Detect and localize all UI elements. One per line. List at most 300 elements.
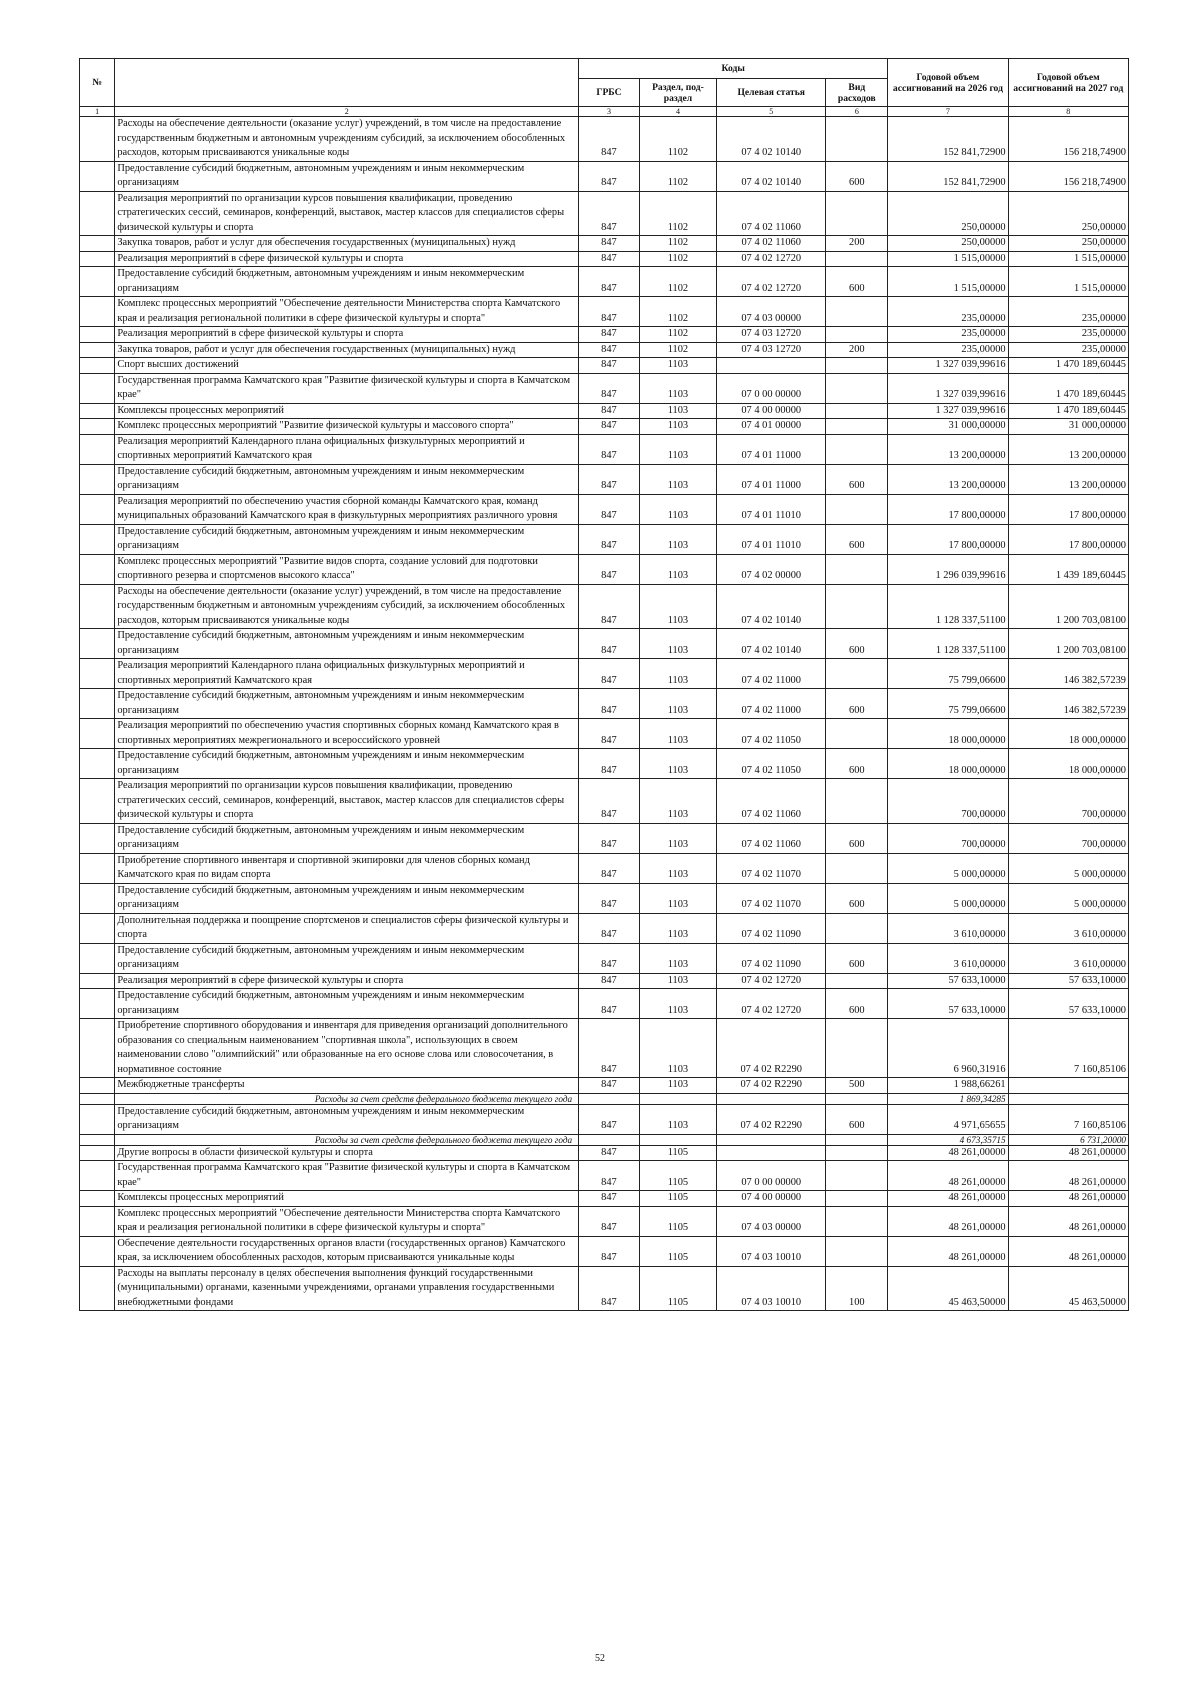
cell-v2027: 250,00000 <box>1008 236 1128 252</box>
table-row <box>80 823 1129 853</box>
cell-v2027: 1 515,00000 <box>1008 267 1128 297</box>
cell-section: 1103 <box>639 419 716 435</box>
cell-v2026: 31 000,00000 <box>888 419 1008 435</box>
cell-vr <box>826 584 888 629</box>
cell-grbs: 847 <box>579 989 640 1019</box>
table-row <box>80 267 1129 297</box>
col-number: 5 <box>717 107 826 117</box>
table-row <box>80 236 1129 252</box>
cell-section: 1103 <box>639 629 716 659</box>
cell-target: 07 4 02 10140 <box>717 161 826 191</box>
cell-num <box>80 973 115 989</box>
cell-grbs: 847 <box>579 943 640 973</box>
cell-num <box>80 989 115 1019</box>
cell-num <box>80 358 115 374</box>
cell-v2027: 57 633,10000 <box>1008 989 1128 1019</box>
cell-v2027 <box>1008 1078 1128 1094</box>
cell-v2026: 75 799,06600 <box>888 659 1008 689</box>
cell-section: 1102 <box>639 117 716 162</box>
cell-name: Реализация мероприятий в сфере физической культуры и спорта <box>115 973 579 989</box>
cell-section: 1103 <box>639 1104 716 1134</box>
cell-num <box>80 191 115 236</box>
cell-grbs: 847 <box>579 1206 640 1236</box>
cell-v2026: 1 327 039,99616 <box>888 403 1008 419</box>
cell-name: Расходы на обеспечение деятельности (оказание услуг) учреждений, в том числе на предоставление государственным бюджетным и автономным учреждениям субсидий, за исключением обособленных расходов, которым присваиваются уникальные коды <box>115 584 579 629</box>
cell-name: Дополнительная поддержка и поощрение спортсменов и специалистов сферы физической культуры и спорта <box>115 913 579 943</box>
cell-name: Реализация мероприятий по организации курсов повышения квалификации, проведению стратегических сессий, семинаров, конференций, выставок, мастер классов для специалистов сферы физической культуры и спорта <box>115 191 579 236</box>
cell-v2026: 1 327 039,99616 <box>888 358 1008 374</box>
cell-num <box>80 1161 115 1191</box>
col-number: 4 <box>639 107 716 117</box>
cell-grbs: 847 <box>579 297 640 327</box>
cell-name: Предоставление субсидий бюджетным, автономным учреждениям и иным некоммерческим организациям <box>115 943 579 973</box>
header-num: № <box>80 59 115 107</box>
cell-name: Закупка товаров, работ и услуг для обеспечения государственных (муниципальных) нужд <box>115 342 579 358</box>
cell-target: 07 4 02 11070 <box>717 883 826 913</box>
cell-name: Предоставление субсидий бюджетным, автономным учреждениям и иным некоммерческим организациям <box>115 1104 579 1134</box>
col-number: 3 <box>579 107 640 117</box>
cell-v2027: 18 000,00000 <box>1008 749 1128 779</box>
cell-grbs: 847 <box>579 913 640 943</box>
cell-target: 07 4 00 00000 <box>717 1191 826 1207</box>
cell-num <box>80 267 115 297</box>
cell-num <box>80 823 115 853</box>
cell-vr <box>826 1145 888 1161</box>
cell-num <box>80 1145 115 1161</box>
cell-grbs: 847 <box>579 236 640 252</box>
cell-v2026: 152 841,72900 <box>888 161 1008 191</box>
cell-section: 1103 <box>639 524 716 554</box>
cell-v2027: 48 261,00000 <box>1008 1145 1128 1161</box>
cell-name: Предоставление субсидий бюджетным, автономным учреждениям и иным некоммерческим организациям <box>115 689 579 719</box>
header-vol-2026: Годовой объем ассигнований на 2026 год <box>888 59 1008 107</box>
cell-num <box>80 251 115 267</box>
cell-num <box>80 236 115 252</box>
cell-vr <box>826 403 888 419</box>
cell-grbs: 847 <box>579 373 640 403</box>
cell-vr <box>826 251 888 267</box>
cell-v2026: 235,00000 <box>888 297 1008 327</box>
header-expense-type: Вид расходов <box>826 79 888 107</box>
cell-vr <box>826 419 888 435</box>
cell-target: 07 4 02 11060 <box>717 779 826 824</box>
cell-section: 1105 <box>639 1266 716 1311</box>
cell-num <box>80 1078 115 1094</box>
cell-section: 1105 <box>639 1236 716 1266</box>
header-section: Раздел, под-раздел <box>639 79 716 107</box>
cell-grbs: 847 <box>579 267 640 297</box>
cell-target <box>717 358 826 374</box>
cell-vr <box>826 1134 888 1145</box>
cell-grbs: 847 <box>579 403 640 419</box>
cell-target: 07 0 00 00000 <box>717 1161 826 1191</box>
cell-v2026: 57 633,10000 <box>888 973 1008 989</box>
cell-target: 07 4 02 12720 <box>717 267 826 297</box>
cell-v2026: 5 000,00000 <box>888 883 1008 913</box>
cell-section: 1103 <box>639 853 716 883</box>
table-row <box>80 191 1129 236</box>
cell-vr <box>826 659 888 689</box>
cell-section: 1103 <box>639 403 716 419</box>
cell-vr: 200 <box>826 342 888 358</box>
cell-section: 1103 <box>639 1019 716 1078</box>
cell-vr: 100 <box>826 1266 888 1311</box>
cell-vr: 500 <box>826 1078 888 1094</box>
cell-grbs: 847 <box>579 1145 640 1161</box>
cell-v2027: 156 218,74900 <box>1008 161 1128 191</box>
cell-num <box>80 1206 115 1236</box>
cell-vr <box>826 373 888 403</box>
cell-v2027: 48 261,00000 <box>1008 1161 1128 1191</box>
cell-num <box>80 494 115 524</box>
cell-grbs: 847 <box>579 1078 640 1094</box>
cell-grbs: 847 <box>579 358 640 374</box>
cell-target: 07 4 02 R2290 <box>717 1019 826 1078</box>
cell-target: 07 4 00 00000 <box>717 403 826 419</box>
cell-vr <box>826 913 888 943</box>
cell-target <box>717 1145 826 1161</box>
cell-name: Комплекс процессных мероприятий "Обеспечение деятельности Министерства спорта Камчатского края и реализация региональной политики в сфере физической культуры и спорта" <box>115 297 579 327</box>
cell-section: 1105 <box>639 1191 716 1207</box>
cell-name: Предоставление субсидий бюджетным, автономным учреждениям и иным некоммерческим организациям <box>115 629 579 659</box>
cell-target: 07 4 02 11070 <box>717 853 826 883</box>
cell-grbs: 847 <box>579 117 640 162</box>
cell-vr <box>826 117 888 162</box>
table-row <box>80 161 1129 191</box>
cell-v2026: 75 799,06600 <box>888 689 1008 719</box>
cell-vr: 600 <box>826 161 888 191</box>
cell-v2027: 1 470 189,60445 <box>1008 373 1128 403</box>
cell-v2026: 18 000,00000 <box>888 719 1008 749</box>
cell-section: 1103 <box>639 719 716 749</box>
cell-grbs: 847 <box>579 629 640 659</box>
cell-v2026: 235,00000 <box>888 327 1008 343</box>
table-row <box>80 749 1129 779</box>
cell-v2026: 1 128 337,51100 <box>888 629 1008 659</box>
table-row <box>80 1078 1129 1094</box>
cell-v2026: 1 296 039,99616 <box>888 554 1008 584</box>
cell-name: Закупка товаров, работ и услуг для обеспечения государственных (муниципальных) нужд <box>115 236 579 252</box>
cell-target: 07 4 02 11060 <box>717 191 826 236</box>
table-row <box>80 779 1129 824</box>
cell-v2027: 235,00000 <box>1008 327 1128 343</box>
table-row <box>80 373 1129 403</box>
cell-target: 07 4 02 10140 <box>717 117 826 162</box>
cell-v2026: 13 200,00000 <box>888 464 1008 494</box>
cell-vr <box>826 434 888 464</box>
cell-v2027: 5 000,00000 <box>1008 853 1128 883</box>
cell-num <box>80 403 115 419</box>
cell-v2027: 1 515,00000 <box>1008 251 1128 267</box>
cell-v2027: 7 160,85106 <box>1008 1019 1128 1078</box>
header-vol-2027: Годовой объем ассигнований на 2027 год <box>1008 59 1128 107</box>
budget-table-sheet <box>79 58 1129 1311</box>
cell-target: 07 4 02 10140 <box>717 629 826 659</box>
cell-vr <box>826 853 888 883</box>
cell-grbs: 847 <box>579 434 640 464</box>
cell-vr: 600 <box>826 943 888 973</box>
cell-vr <box>826 1093 888 1104</box>
table-header <box>80 59 1129 117</box>
cell-grbs: 847 <box>579 419 640 435</box>
cell-v2027: 1 200 703,08100 <box>1008 629 1128 659</box>
cell-v2026: 48 261,00000 <box>888 1206 1008 1236</box>
cell-section: 1103 <box>639 464 716 494</box>
cell-target: 07 4 02 00000 <box>717 554 826 584</box>
cell-num <box>80 719 115 749</box>
cell-v2026: 5 000,00000 <box>888 853 1008 883</box>
cell-grbs: 847 <box>579 883 640 913</box>
cell-grbs: 847 <box>579 342 640 358</box>
table-row <box>80 584 1129 629</box>
cell-name: Комплекс процессных мероприятий "Развитие физической культуры и массового спорта" <box>115 419 579 435</box>
cell-name: Комплекс процессных мероприятий "Обеспечение деятельности Министерства спорта Камчатского края и реализация региональной политики в сфере физической культуры и спорта" <box>115 1206 579 1236</box>
cell-section: 1102 <box>639 191 716 236</box>
cell-section: 1102 <box>639 327 716 343</box>
cell-grbs: 847 <box>579 853 640 883</box>
cell-v2026: 57 633,10000 <box>888 989 1008 1019</box>
table-row <box>80 973 1129 989</box>
cell-vr: 600 <box>826 823 888 853</box>
table-row <box>80 327 1129 343</box>
table-row <box>80 719 1129 749</box>
cell-vr: 600 <box>826 883 888 913</box>
cell-v2026: 48 261,00000 <box>888 1161 1008 1191</box>
cell-target: 07 4 02 12720 <box>717 251 826 267</box>
table-row <box>80 358 1129 374</box>
cell-grbs: 847 <box>579 1104 640 1134</box>
cell-target: 07 4 03 12720 <box>717 327 826 343</box>
table-row <box>80 629 1129 659</box>
cell-v2026: 152 841,72900 <box>888 117 1008 162</box>
cell-name: Комплекс процессных мероприятий "Развитие видов спорта, создание условий для подготовки спортивного резерва и спортсменов высокого класса" <box>115 554 579 584</box>
cell-grbs: 847 <box>579 327 640 343</box>
cell-grbs: 847 <box>579 1236 640 1266</box>
cell-section <box>639 1093 716 1104</box>
cell-name: Комплексы процессных мероприятий <box>115 403 579 419</box>
cell-name: Расходы на выплаты персоналу в целях обеспечения выполнения функций государственными (муниципальными) органами, казенными учреждениями, органами управления государственными внебюджетными фондами <box>115 1266 579 1311</box>
table-row <box>80 943 1129 973</box>
cell-v2026: 6 960,31916 <box>888 1019 1008 1078</box>
table-row <box>80 342 1129 358</box>
cell-name: Приобретение спортивного инвентаря и спортивной экипировки для членов сборных команд Камчатского края по видам спорта <box>115 853 579 883</box>
cell-target: 07 4 02 11050 <box>717 749 826 779</box>
cell-name: Реализация мероприятий в сфере физической культуры и спорта <box>115 251 579 267</box>
cell-section: 1103 <box>639 943 716 973</box>
cell-v2027: 17 800,00000 <box>1008 524 1128 554</box>
cell-v2026: 1 988,66261 <box>888 1078 1008 1094</box>
header-name-blank <box>115 59 579 107</box>
cell-grbs: 847 <box>579 1266 640 1311</box>
cell-num <box>80 373 115 403</box>
cell-v2027: 18 000,00000 <box>1008 719 1128 749</box>
cell-vr <box>826 327 888 343</box>
header-target: Целевая статья <box>717 79 826 107</box>
cell-v2026: 45 463,50000 <box>888 1266 1008 1311</box>
cell-v2027: 13 200,00000 <box>1008 434 1128 464</box>
cell-vr: 600 <box>826 464 888 494</box>
cell-grbs <box>579 1134 640 1145</box>
cell-name: Предоставление субсидий бюджетным, автономным учреждениям и иным некоммерческим организациям <box>115 524 579 554</box>
cell-target: 07 4 02 R2290 <box>717 1078 826 1094</box>
cell-target: 07 4 02 11050 <box>717 719 826 749</box>
cell-grbs: 847 <box>579 1161 640 1191</box>
cell-section: 1105 <box>639 1145 716 1161</box>
cell-grbs: 847 <box>579 1191 640 1207</box>
cell-v2027: 45 463,50000 <box>1008 1266 1128 1311</box>
cell-section: 1102 <box>639 161 716 191</box>
cell-grbs: 847 <box>579 494 640 524</box>
cell-target: 07 4 02 12720 <box>717 973 826 989</box>
cell-v2026: 1 515,00000 <box>888 251 1008 267</box>
cell-target: 07 4 03 10010 <box>717 1236 826 1266</box>
table-row <box>80 659 1129 689</box>
cell-num <box>80 161 115 191</box>
cell-grbs: 847 <box>579 973 640 989</box>
cell-name: Предоставление субсидий бюджетным, автономным учреждениям и иным некоммерческим организациям <box>115 161 579 191</box>
cell-name: Приобретение спортивного оборудования и инвентаря для приведения организаций дополнительного образования со специальным наименованием "спортивная школа", использующих в своем наименовании слово "олимпийский" или образованные на его основе слова или словосочетания, в нормативное состояние <box>115 1019 579 1078</box>
cell-v2026: 700,00000 <box>888 779 1008 824</box>
cell-num <box>80 1191 115 1207</box>
cell-name: Комплексы процессных мероприятий <box>115 1191 579 1207</box>
cell-grbs: 847 <box>579 191 640 236</box>
cell-vr <box>826 358 888 374</box>
cell-target <box>717 1093 826 1104</box>
cell-v2027 <box>1008 1093 1128 1104</box>
cell-grbs: 847 <box>579 779 640 824</box>
cell-section: 1103 <box>639 434 716 464</box>
cell-v2027: 57 633,10000 <box>1008 973 1128 989</box>
cell-section: 1103 <box>639 689 716 719</box>
cell-name: Предоставление субсидий бюджетным, автономным учреждениям и иным некоммерческим организациям <box>115 989 579 1019</box>
table-row <box>80 1266 1129 1311</box>
cell-target: 07 4 02 11060 <box>717 236 826 252</box>
cell-target: 07 4 01 00000 <box>717 419 826 435</box>
cell-section: 1102 <box>639 267 716 297</box>
cell-vr <box>826 297 888 327</box>
cell-v2026: 235,00000 <box>888 342 1008 358</box>
table-row <box>80 1191 1129 1207</box>
table-row <box>80 251 1129 267</box>
table-row <box>80 494 1129 524</box>
col-number: 1 <box>80 107 115 117</box>
cell-num <box>80 1019 115 1078</box>
cell-v2027: 6 731,20000 <box>1008 1134 1128 1145</box>
cell-target: 07 4 03 12720 <box>717 342 826 358</box>
cell-target: 07 4 03 00000 <box>717 297 826 327</box>
cell-target <box>717 1134 826 1145</box>
table-row <box>80 464 1129 494</box>
col-number: 2 <box>115 107 579 117</box>
cell-v2026: 1 869,34285 <box>888 1093 1008 1104</box>
table-row <box>80 434 1129 464</box>
cell-num <box>80 853 115 883</box>
cell-target: 07 4 03 00000 <box>717 1206 826 1236</box>
cell-section: 1103 <box>639 1078 716 1094</box>
cell-name: Предоставление субсидий бюджетным, автономным учреждениям и иным некоммерческим организациям <box>115 464 579 494</box>
cell-num <box>80 434 115 464</box>
cell-section: 1103 <box>639 659 716 689</box>
table-row <box>80 1019 1129 1078</box>
cell-grbs: 847 <box>579 524 640 554</box>
col-number: 8 <box>1008 107 1128 117</box>
cell-target: 07 4 01 11000 <box>717 434 826 464</box>
cell-grbs: 847 <box>579 749 640 779</box>
cell-num <box>80 327 115 343</box>
cell-section: 1105 <box>639 1161 716 1191</box>
cell-name: Предоставление субсидий бюджетным, автономным учреждениям и иным некоммерческим организациям <box>115 823 579 853</box>
table-row <box>80 1145 1129 1161</box>
table-row <box>80 554 1129 584</box>
cell-vr <box>826 1191 888 1207</box>
cell-v2026: 3 610,00000 <box>888 943 1008 973</box>
cell-target: 07 4 03 10010 <box>717 1266 826 1311</box>
cell-name: Расходы на обеспечение деятельности (оказание услуг) учреждений, в том числе на предоставление государственным бюджетным и автономным учреждениям субсидий, за исключением обособленных расходов, которым присваиваются уникальные коды <box>115 117 579 162</box>
cell-num <box>80 524 115 554</box>
cell-v2026: 1 515,00000 <box>888 267 1008 297</box>
cell-num <box>80 1266 115 1311</box>
cell-vr <box>826 494 888 524</box>
cell-num <box>80 419 115 435</box>
cell-name: Спорт высших достижений <box>115 358 579 374</box>
cell-section: 1103 <box>639 554 716 584</box>
cell-grbs: 847 <box>579 251 640 267</box>
cell-section: 1103 <box>639 823 716 853</box>
cell-section: 1103 <box>639 584 716 629</box>
cell-grbs: 847 <box>579 823 640 853</box>
cell-name: Предоставление субсидий бюджетным, автономным учреждениям и иным некоммерческим организациям <box>115 883 579 913</box>
cell-num <box>80 342 115 358</box>
cell-v2026: 3 610,00000 <box>888 913 1008 943</box>
cell-name: Предоставление субсидий бюджетным, автономным учреждениям и иным некоммерческим организациям <box>115 267 579 297</box>
cell-v2027: 13 200,00000 <box>1008 464 1128 494</box>
cell-v2026: 48 261,00000 <box>888 1191 1008 1207</box>
table-row <box>80 524 1129 554</box>
page-number: 52 <box>595 1653 605 1664</box>
table-row <box>80 1161 1129 1191</box>
cell-name: Реализация мероприятий в сфере физической культуры и спорта <box>115 327 579 343</box>
table-row <box>80 1236 1129 1266</box>
column-number-row <box>80 107 1129 117</box>
cell-name: Обеспечение деятельности государственных органов власти (государственных органов) Камчатского края, за исключением обособленных расходов, которым присваиваются уникальные коды <box>115 1236 579 1266</box>
table-row <box>80 913 1129 943</box>
cell-num <box>80 1236 115 1266</box>
cell-v2027: 1 200 703,08100 <box>1008 584 1128 629</box>
cell-vr: 600 <box>826 524 888 554</box>
cell-target: 07 0 00 00000 <box>717 373 826 403</box>
cell-v2027: 235,00000 <box>1008 297 1128 327</box>
cell-v2027: 48 261,00000 <box>1008 1206 1128 1236</box>
cell-vr <box>826 1236 888 1266</box>
cell-section: 1102 <box>639 342 716 358</box>
cell-grbs: 847 <box>579 584 640 629</box>
cell-num <box>80 464 115 494</box>
cell-v2027: 146 382,57239 <box>1008 659 1128 689</box>
cell-v2027: 156 218,74900 <box>1008 117 1128 162</box>
cell-name: Государственная программа Камчатского края "Развитие физической культуры и спорта в Камчатском крае" <box>115 1161 579 1191</box>
cell-target: 07 4 02 11000 <box>717 689 826 719</box>
cell-v2027: 1 470 189,60445 <box>1008 403 1128 419</box>
cell-vr: 200 <box>826 236 888 252</box>
cell-v2026: 1 327 039,99616 <box>888 373 1008 403</box>
cell-section: 1105 <box>639 1206 716 1236</box>
cell-v2026: 700,00000 <box>888 823 1008 853</box>
table-row <box>80 689 1129 719</box>
cell-name: Государственная программа Камчатского края "Развитие физической культуры и спорта в Камчатском крае" <box>115 373 579 403</box>
cell-v2027: 3 610,00000 <box>1008 943 1128 973</box>
cell-num <box>80 883 115 913</box>
cell-vr: 600 <box>826 989 888 1019</box>
